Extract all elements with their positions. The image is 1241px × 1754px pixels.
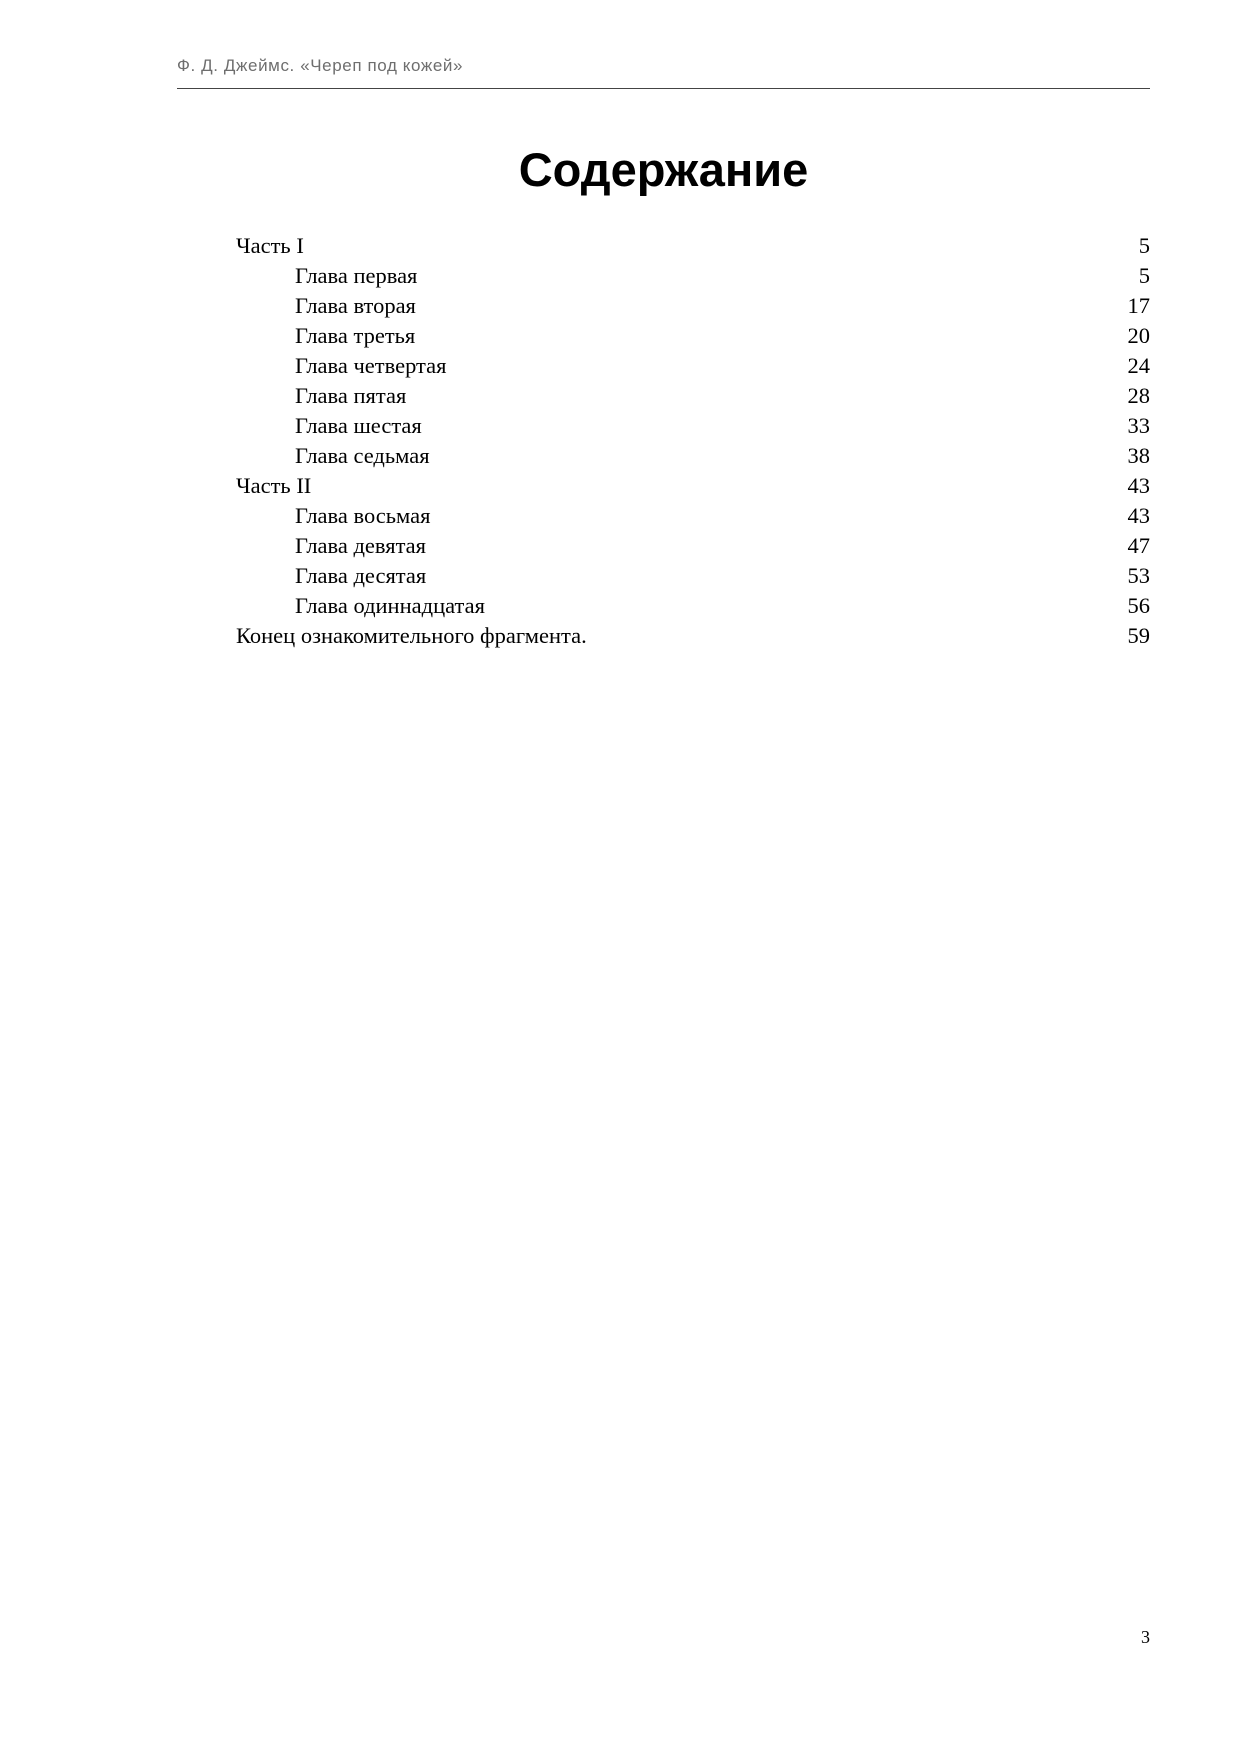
toc-entry-label: Глава девятая xyxy=(295,533,427,558)
toc-entry-chapter-4[interactable] xyxy=(236,351,1150,381)
toc-entry-chapter-6[interactable] xyxy=(236,411,1150,441)
toc-entry-chapter-8[interactable] xyxy=(236,501,1150,531)
toc-entry-chapter-1[interactable] xyxy=(236,261,1150,291)
toc-entry-part-1[interactable] xyxy=(236,231,1150,261)
toc-entry-page: 47 xyxy=(1127,533,1150,558)
toc-entry-label: Глава пятая xyxy=(295,383,407,408)
toc-entry-label: Глава шестая xyxy=(295,413,422,438)
toc-entry-label: Глава первая xyxy=(295,263,418,288)
toc-entry-part-2[interactable] xyxy=(236,471,1150,501)
toc-entry-label: Часть I xyxy=(236,233,304,258)
toc-entry-label: Глава седьмая xyxy=(295,443,430,468)
toc-entry-page: 28 xyxy=(1127,383,1150,408)
toc-title: Содержание xyxy=(518,143,809,196)
toc-entry-end-of-excerpt[interactable] xyxy=(236,621,1150,651)
page-number: 3 xyxy=(1141,1627,1150,1647)
toc-entry-chapter-10[interactable] xyxy=(236,561,1150,591)
toc-entry-chapter-9[interactable] xyxy=(236,531,1150,561)
toc-entry-page: 56 xyxy=(1127,593,1150,618)
toc-entry-label: Глава четвертая xyxy=(295,353,447,378)
toc-entry-label: Глава одиннадцатая xyxy=(295,593,485,618)
running-header: Ф. Д. Джеймс. «Череп под кожей» xyxy=(177,56,464,75)
toc-entry-chapter-7[interactable] xyxy=(236,441,1150,471)
toc-entry-page: 33 xyxy=(1127,413,1150,438)
toc-entry-page: 5 xyxy=(1138,263,1150,288)
toc-entry-page: 38 xyxy=(1127,443,1150,468)
toc-entry-label: Глава третья xyxy=(295,323,416,348)
toc-entry-page: 53 xyxy=(1127,563,1150,588)
toc-entry-page: 20 xyxy=(1127,323,1150,348)
toc-entry-chapter-2[interactable] xyxy=(236,291,1150,321)
toc-entry-label: Глава восьмая xyxy=(295,503,431,528)
toc-entry-label: Часть II xyxy=(236,473,312,498)
toc-entry-chapter-3[interactable] xyxy=(236,321,1150,351)
toc-list xyxy=(236,231,1150,651)
toc-entry-page: 43 xyxy=(1127,473,1150,498)
toc-entry-page: 24 xyxy=(1127,353,1150,378)
toc-entry-page: 5 xyxy=(1138,233,1150,258)
toc-entry-chapter-5[interactable] xyxy=(236,381,1150,411)
toc-entry-page: 17 xyxy=(1127,293,1150,318)
toc-entry-label: Конец ознакомительного фрагмента. xyxy=(236,623,587,648)
toc-entry-label: Глава десятая xyxy=(295,563,427,588)
toc-entry-label: Глава вторая xyxy=(295,293,416,318)
toc-entry-page: 59 xyxy=(1127,623,1150,648)
toc-entry-page: 43 xyxy=(1127,503,1150,528)
toc-entry-chapter-11[interactable] xyxy=(236,591,1150,621)
header-divider xyxy=(177,88,1150,89)
